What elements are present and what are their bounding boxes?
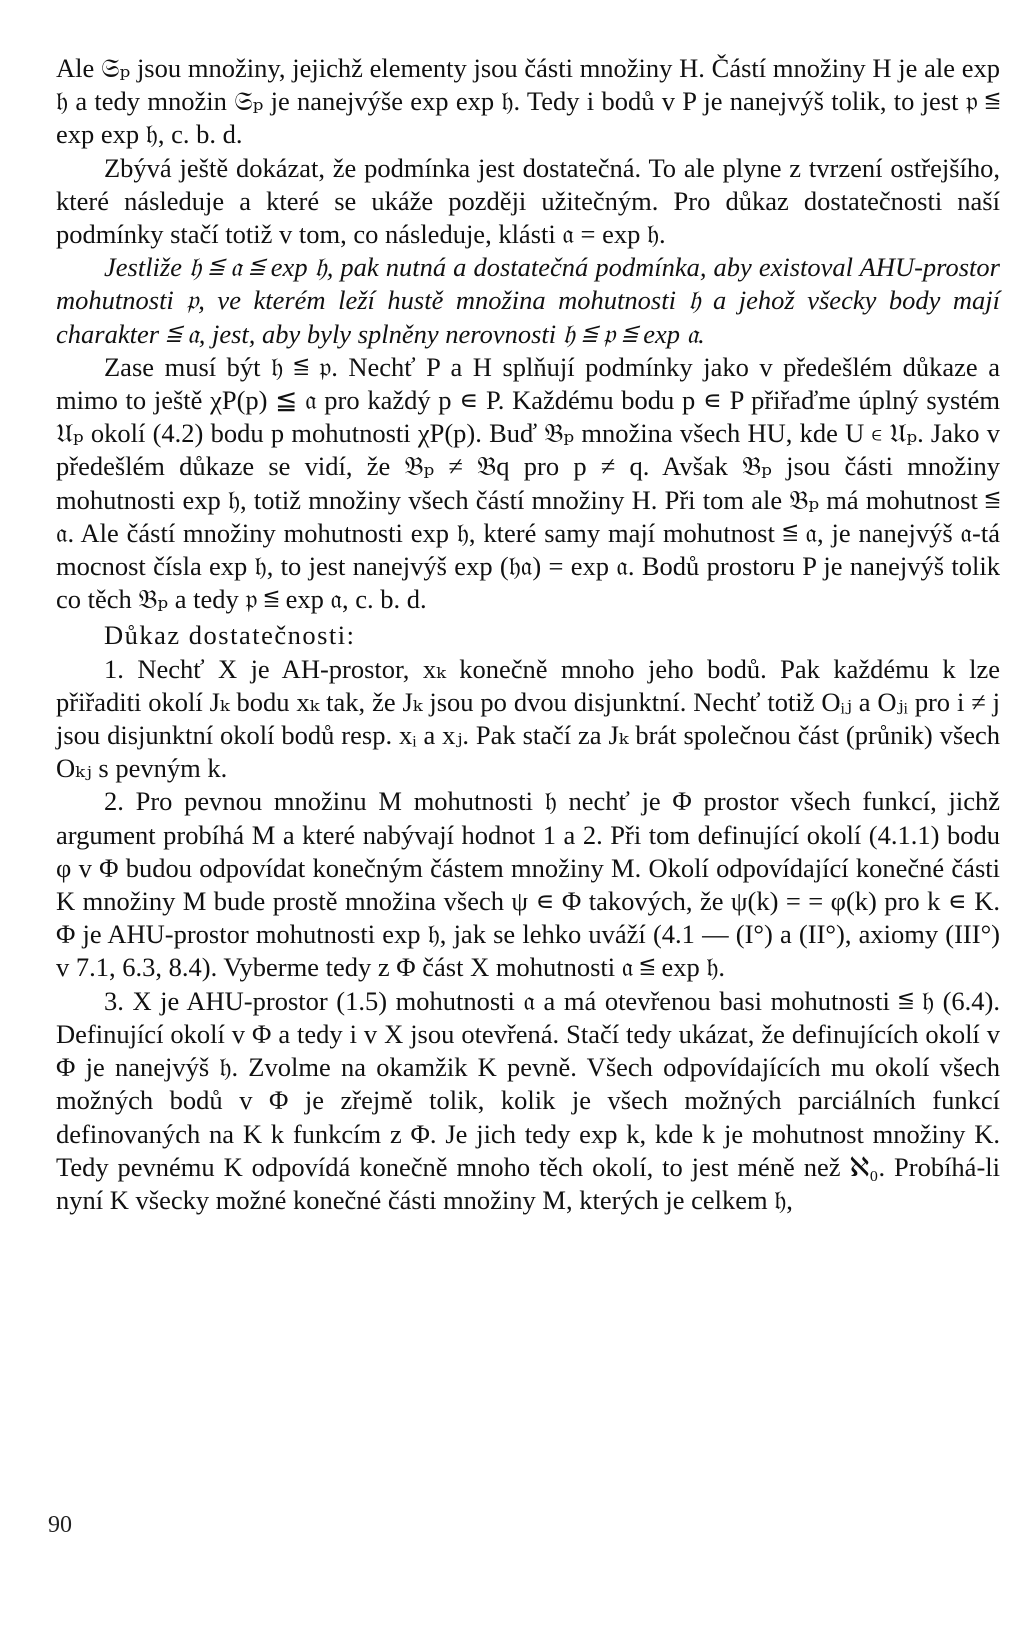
paragraph-1: Ale 𝔖ₚ jsou množiny, jejichž elementy jsou části množiny H. Částí množiny H je ale exp 𝔥 a tedy množin 𝔖ₚ je nanejvýše exp exp 𝔥. Tedy i bodů v P je nanejvýš tolik, to jest 𝔭 ≦ exp exp 𝔥, c. b. d. — [56, 53, 1000, 150]
paragraph-4: Zase musí být 𝔥 ≦ 𝔭. Nechť P a H splňují podmínky jako v předešlém důkaze a mimo to ještě χP(p) ≦ 𝔞 pro každý p ∊ P. Každému bodu p ∊ P přiřaďme úplný systém 𝔘ₚ okolí (4.2) bodu p mohutnosti χP(p). Buď 𝔅ₚ množina všech HU, kde U ∊ 𝔘ₚ. Jako v předešlém důkaze se vidí, že 𝔅ₚ ≠ 𝔅q pro p ≠ q. Avšak 𝔅ₚ jsou části množiny mohutnosti exp 𝔥, totiž množiny všech částí množiny H. Při tom ale 𝔅ₚ má mohutnost ≦ 𝔞. Ale částí množiny mohutnosti exp 𝔥, které samy mají mohutnost ≦ 𝔞, je nanejvýš 𝔞-tá mocnost čísla exp 𝔥, to jest nanejvýš exp (𝔥𝔞) = exp 𝔞. Bodů prostoru P je nanejvýš tolik co těch 𝔅ₚ a tedy 𝔭 ≦ exp 𝔞, c. b. d. — [56, 351, 1000, 615]
step-3: 3. X je AHU-prostor (1.5) mohutnosti 𝔞 a má otevřenou basi mohutnosti ≦ 𝔥 (6.4). Definující okolí v Φ a tedy i v X jsou otevřená. Stačí tedy ukázat, že definujících okolí v Φ je nanejvýš 𝔥. Zvolme na okamžik K pevně. Všech odpovídajících mu okolí všech možných bodů v Φ je zřejmě tolik, kolik je všech možných parciálních funkcí definovaných na K k funkcím z Φ. Je jich tedy exp k, kde k je mohutnost množiny K. Tedy pevnému K odpovídá konečně mnoho těch okolí, to jest méně než ℵ₀. Probíhá-li nyní K všecky možné konečné části množiny M, kterých je celkem 𝔥, — [56, 985, 1000, 1215]
step-1: 1. Nechť X je AH-prostor, xₖ konečně mnoho jeho bodů. Pak každému k lze přiřaditi okolí Jₖ bodu xₖ tak, že Jₖ jsou po dvou disjunktní. Nechť totiž Oᵢⱼ a Oⱼᵢ pro i ≠ j jsou disjunktní okolí bodů resp. xᵢ a xⱼ. Pak stačí za Jₖ brát společnou část (průnik) všech Oₖⱼ s pevným k. — [56, 653, 1000, 784]
section-heading: Důkaz dostatečnosti: — [104, 620, 356, 651]
theorem-statement: Jestliže 𝔥 ≦ 𝔞 ≦ exp 𝔥, pak nutná a dostatečná podmínka, aby existoval AHU-prostor mohutnosti 𝔭, ve kterém leží hustě množina mohutnosti 𝔥 a jehož všecky body mají charakter ≦ 𝔞, jest, aby byly splněny nerovnosti 𝔥 ≦ 𝔭 ≦ exp 𝔞. — [56, 252, 1000, 349]
page-number: 90 — [48, 1512, 72, 1538]
paragraph-2: Zbývá ještě dokázat, že podmínka jest dostatečná. To ale plyne z tvrzení ostřejšího, které následuje a které se ukáže později užitečným. Pro důkaz dostatečnosti naší podmínky stačí totiž v tom, co následuje, klásti 𝔞 = exp 𝔥. — [56, 152, 1000, 250]
step-2: 2. Pro pevnou množinu M mohutnosti 𝔥 nechť je Φ prostor všech funkcí, jichž argument probíhá M a které nabývají hodnot 1 a 2. Při tom definující okolí (4.1.1) bodu φ v Φ budou odpovídat konečným částem množiny M. Okolí odpovídající konečné části K množiny M bude prostě množina všech ψ ∊ Φ takových, že ψ(k) = = φ(k) pro k ∊ K. Φ je AHU-prostor mohutnosti exp 𝔥, jak se lehko uváží (4.1 — (I°) a (II°), axiomy (III°) v 7.1, 6.3, 8.4). Vyberme tedy z Φ část X mohutnosti 𝔞 ≦ exp 𝔥. — [56, 786, 1000, 983]
body-text — [56, 52, 1000, 1217]
